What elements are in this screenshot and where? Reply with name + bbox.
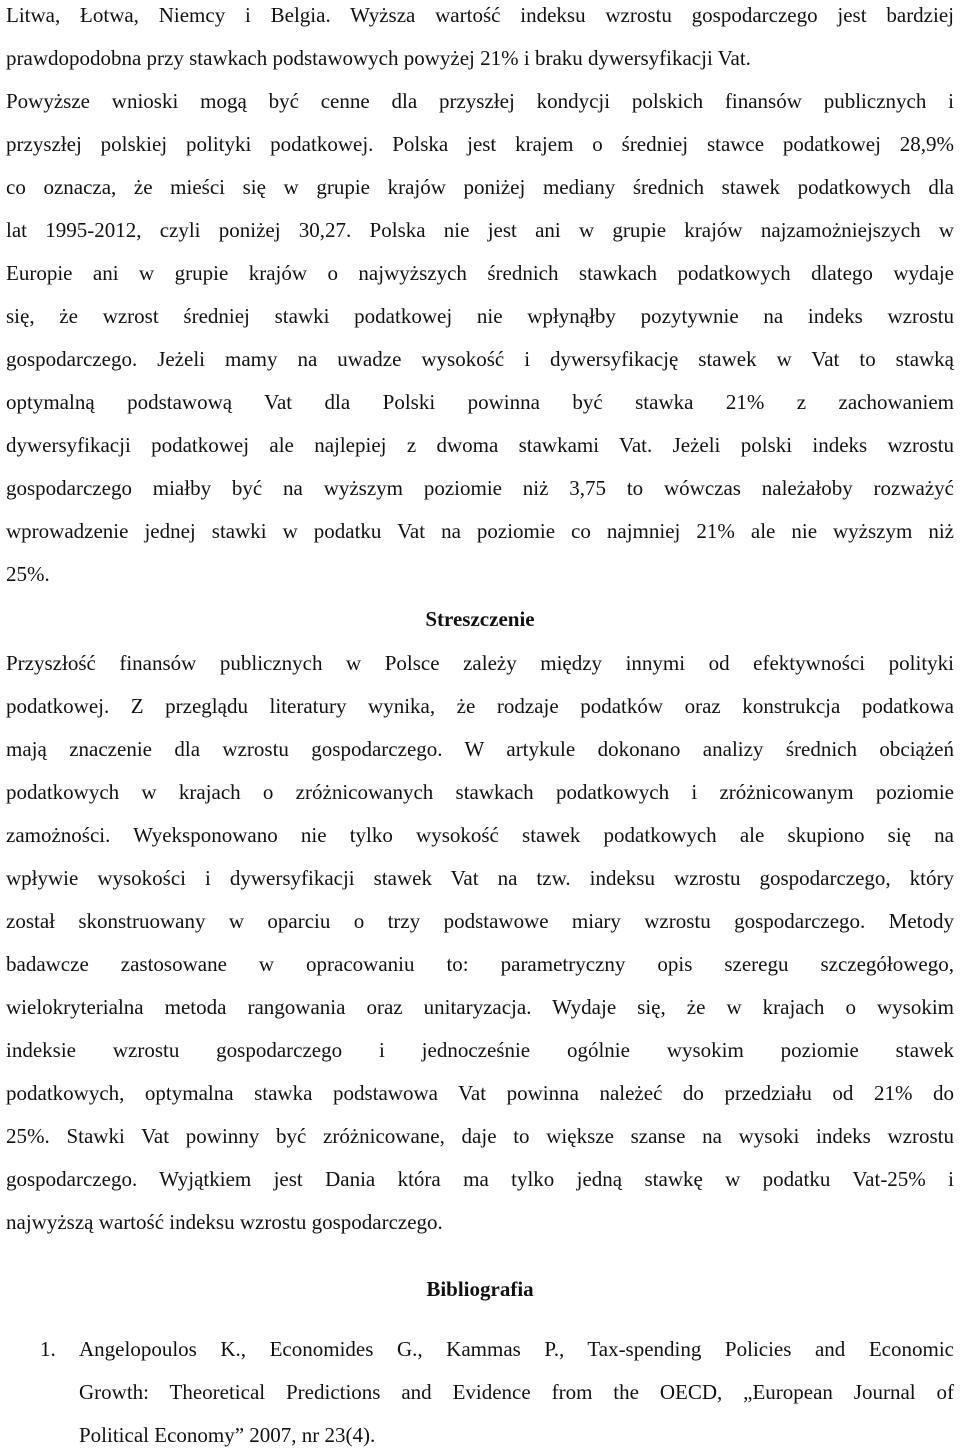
paragraph-line: się, że wzrost średniej stawki podatkowej nie wpłynąłby pozytywnie na indeks wzrostu [6, 304, 954, 328]
paragraph-line: przyszłej polskiej polityki podatkowej. Polska jest krajem o średniej stawce podatkowej 28,9% [6, 132, 954, 156]
paragraph-line: lat 1995-2012, czyli poniżej 30,27. Polska nie jest ani w grupie krajów najzamożniejszych w [6, 218, 954, 242]
summary-line: najwyższą wartość indeksu wzrostu gospodarczego. [6, 1210, 443, 1234]
section-heading-summary: Streszczenie [425, 607, 535, 631]
summary-line: zamożności. Wyeksponowano nie tylko wysokość stawek podatkowych ale skupiono się na [6, 823, 954, 847]
paragraph-line: prawdopodobna przy stawkach podstawowych powyżej 21% i braku dywersyfikacji Vat. [6, 46, 751, 70]
summary-line: badawcze zastosowane w opracowaniu to: parametryczny opis szeregu szczegółowego, [6, 952, 954, 976]
paragraph-line: Powyższe wnioski mogą być cenne dla przyszłej kondycji polskich finansów publicznych i [6, 89, 954, 113]
bibliography-item-line: Growth: Theoretical Predictions and Evidence from the OECD, „European Journal of [79, 1380, 954, 1404]
section-heading-bibliography: Bibliografia [426, 1277, 534, 1301]
summary-line: podatkowych w krajach o zróżnicowanych stawkach podatkowych i zróżnicowanym poziomie [6, 780, 954, 804]
summary-line: podatkowej. Z przeglądu literatury wynika, że rodzaje podatków oraz konstrukcja podatkowa [6, 694, 954, 718]
summary-line: Przyszłość finansów publicznych w Polsce zależy między innymi od efektywności polityki [6, 651, 954, 675]
paragraph-line: dywersyfikacji podatkowej ale najlepiej z dwoma stawkami Vat. Jeżeli polski indeks wzrostu [6, 433, 954, 457]
bibliography-item-line: Political Economy” 2007, nr 23(4). [79, 1423, 376, 1447]
paragraph-line: 25%. [6, 562, 50, 586]
summary-line: indeksie wzrostu gospodarczego i jednocześnie ogólnie wysokim poziomie stawek [6, 1038, 954, 1062]
bibliography-item-number: 1. [40, 1337, 56, 1361]
summary-line: wielokryterialna metoda rangowania oraz unitaryzacja. Wydaje się, że w krajach o wysokim [6, 995, 954, 1019]
paragraph-line: Litwa, Łotwa, Niemcy i Belgia. Wyższa wartość indeksu wzrostu gospodarczego jest bardziej [6, 3, 954, 27]
paragraph-line: gospodarczego miałby być na wyższym poziomie niż 3,75 to wówczas należałoby rozważyć [6, 476, 954, 500]
summary-line: gospodarczego. Wyjątkiem jest Dania która ma tylko jedną stawkę w podatku Vat-25% i [6, 1167, 954, 1191]
summary-line: wpływie wysokości i dywersyfikacji stawek Vat na tzw. indeksu wzrostu gospodarczego, który [6, 866, 954, 890]
summary-line: podatkowych, optymalna stawka podstawowa Vat powinna należeć do przedziału od 21% do [6, 1081, 954, 1105]
summary-line: został skonstruowany w oparciu o trzy podstawowe miary wzrostu gospodarczego. Metody [6, 909, 954, 933]
paragraph-line: Europie ani w grupie krajów o najwyższych średnich stawkach podatkowych dlatego wydaje [6, 261, 954, 285]
paragraph-line: wprowadzenie jednej stawki w podatku Vat na poziomie co najmniej 21% ale nie wyższym niż [6, 519, 954, 543]
summary-line: 25%. Stawki Vat powinny być zróżnicowane, daje to większe szanse na wysoki indeks wzrostu [6, 1124, 954, 1148]
paragraph-line: optymalną podstawową Vat dla Polski powinna być stawka 21% z zachowaniem [6, 390, 954, 414]
paragraph-line: gospodarczego. Jeżeli mamy na uwadze wysokość i dywersyfikację stawek w Vat to stawką [6, 347, 954, 371]
paragraph-line: co oznacza, że mieści się w grupie krajów poniżej mediany średnich stawek podatkowych dla [6, 175, 954, 199]
bibliography-item-line: Angelopoulos K., Economides G., Kammas P., Tax-spending Policies and Economic [79, 1337, 954, 1361]
summary-line: mają znaczenie dla wzrostu gospodarczego. W artykule dokonano analizy średnich obciążeń [6, 737, 954, 761]
